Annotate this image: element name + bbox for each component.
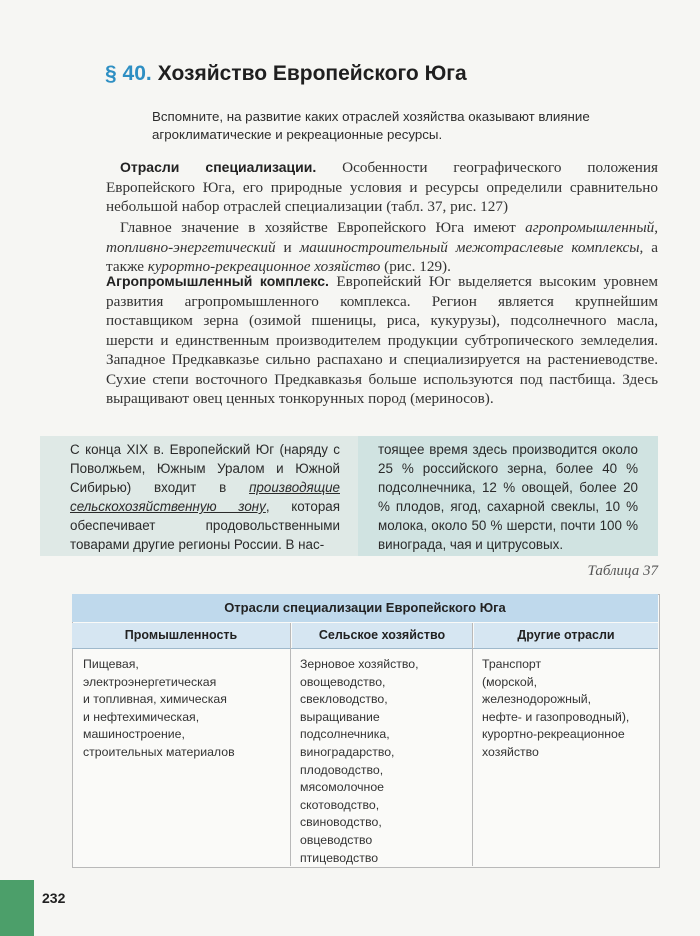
paragraph-main-complexes bbox=[106, 218, 658, 277]
table-cell-industry bbox=[83, 656, 283, 762]
italic-term: машиностроительный межотраслевые комплексы bbox=[299, 238, 640, 256]
paragraph-lead: Агропромышленный комплекс. bbox=[106, 273, 329, 289]
paragraph-text: Особенности географического положения Европейского Юга, его природные условия и ресурсы определили сравнительно небольшой набор отраслей специализации (табл. 37, рис. 127) bbox=[106, 159, 658, 215]
paragraph-specialization bbox=[106, 158, 658, 217]
table-header-agriculture: Сельское хозяйство bbox=[292, 623, 472, 648]
paragraph-agro-complex bbox=[106, 272, 658, 409]
italic-term: топливно-энергетический bbox=[106, 238, 276, 256]
page-number: 232 bbox=[42, 890, 66, 906]
cell-line: свекловодство, bbox=[300, 692, 388, 707]
cell-line: птицеводство bbox=[300, 850, 379, 865]
text-run: С конца XIX в. Европейский Юг (наряду с Поволжьем, Южным Уралом и Южной Сибирью) входит в bbox=[70, 442, 340, 495]
cell-line: овощеводство, bbox=[300, 674, 386, 689]
text-run: , которая обеспечивает продовольственными товарами другие регионы России. В нас- bbox=[70, 499, 340, 552]
cell-line: и топливная, химическая bbox=[83, 692, 227, 707]
text-run: Главное значение в хозяйстве Европейского Юга имеют bbox=[120, 219, 526, 236]
cell-line: овцеводство bbox=[300, 832, 373, 847]
cell-line: Пищевая, bbox=[83, 657, 139, 671]
callout-column-right: тоящее время здесь производится около 25 % российского зерна, более 40 % подсолнечника, 12 % овощей, более 20 % плодов, ягод, сахарной свеклы, 10 % молока, около 50 % шерсти, почти 100 % винограда, чая и цитрусовых. bbox=[378, 442, 638, 552]
cell-line: Транспорт bbox=[482, 657, 542, 671]
text-run: , а также bbox=[106, 238, 659, 275]
table-cell-other bbox=[482, 656, 656, 762]
italic-term: курортно-рекреационное хозяйство bbox=[147, 258, 381, 275]
cell-line: нефте- и газопроводный), bbox=[482, 709, 630, 724]
table-header-industry: Промышленность bbox=[72, 623, 290, 648]
cell-line: электроэнергетическая bbox=[83, 674, 217, 689]
cell-line: мясомолочное bbox=[300, 780, 385, 795]
text-run: , bbox=[654, 219, 658, 236]
italic-term: производящие сельскохозяйственную зону bbox=[70, 480, 340, 514]
table-cell-agriculture bbox=[300, 656, 468, 867]
cell-line: и нефтехимическая, bbox=[83, 709, 200, 724]
text-run: и bbox=[275, 238, 300, 256]
table-column-divider bbox=[472, 623, 473, 866]
section-heading bbox=[105, 62, 665, 86]
cell-line: курортно-рекреационное bbox=[482, 727, 625, 742]
table-caption: Таблица 37 bbox=[587, 563, 658, 579]
paragraph-text: Европейский Юг выделяется высоким уровнем развития агропромышленного комплекса. Регион является крупнейшим поставщиком зерна (озимой пшеницы, риса, кукурузы), подсолнечного масла, шерсти и единственным производителем продукции субтропического земледелия. Западное Предкавказье сильно распахано и специализируется на растениеводстве. Сухие степи восточного Предкавказья больше используются под пастбища. Здесь выращивают овец ценных тонкорунных пород (мериносов). bbox=[106, 273, 658, 407]
cell-line: машиностроение, bbox=[83, 727, 185, 742]
cell-line: свиноводство, bbox=[300, 815, 382, 830]
cell-line: подсолнечника, bbox=[300, 727, 390, 742]
table-header-other: Другие отрасли bbox=[474, 623, 658, 648]
cell-line: выращивание bbox=[300, 709, 380, 724]
cell-line: железнодорожный, bbox=[482, 692, 592, 707]
italic-term: агропромышленный bbox=[525, 219, 655, 236]
cell-line: виноградарство, bbox=[300, 744, 395, 759]
cell-line: плодоводство, bbox=[300, 762, 384, 777]
section-number: § 40. bbox=[105, 62, 152, 85]
cell-line: хозяйство bbox=[482, 744, 539, 759]
table-column-divider bbox=[290, 623, 291, 866]
callout-column-left bbox=[70, 440, 340, 554]
cell-line: строительных материалов bbox=[83, 744, 235, 759]
recall-question: Вспомните, на развитие каких отраслей хозяйства оказывают влияние агроклиматические и рекреационные ресурсы. bbox=[152, 109, 590, 142]
table-title: Отрасли специализации Европейского Юга bbox=[72, 594, 658, 622]
cell-line: Зерновое хозяйство, bbox=[300, 657, 419, 671]
table-header-divider bbox=[72, 648, 658, 649]
cell-line: скотоводство, bbox=[300, 797, 380, 812]
page-tab bbox=[0, 880, 34, 936]
text-run: (рис. 129). bbox=[380, 258, 451, 275]
paragraph-lead: Отрасли специализации. bbox=[120, 159, 317, 175]
section-title: Хозяйство Европейского Юга bbox=[157, 62, 467, 85]
cell-line: (морской, bbox=[482, 674, 538, 689]
